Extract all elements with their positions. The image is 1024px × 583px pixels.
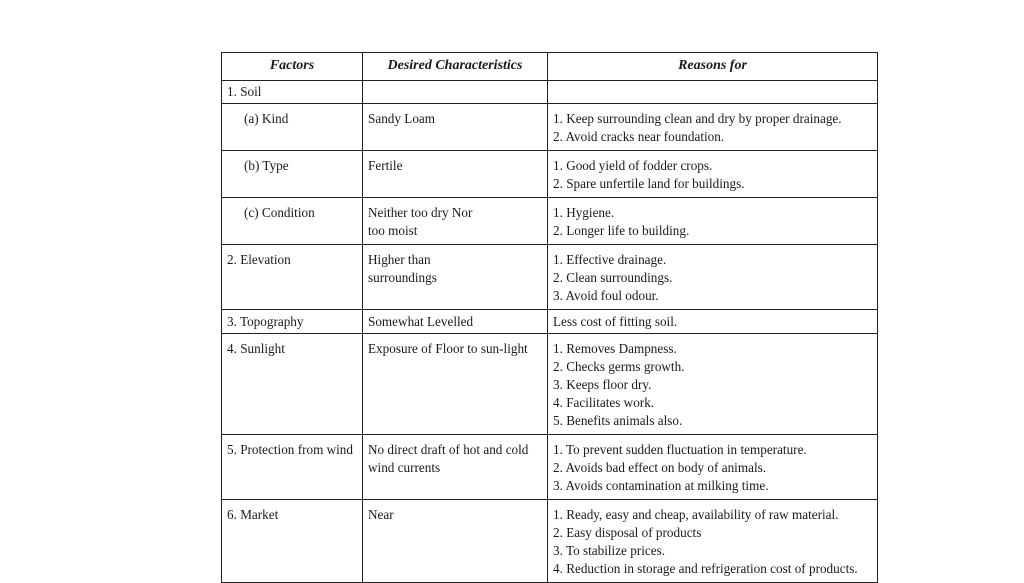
table-row (222, 198, 878, 245)
reason-item: 3. Avoid foul odour. (553, 288, 659, 303)
reasons-cell (548, 310, 878, 334)
desired-cell: Exposure of Floor to sun-light (363, 334, 548, 435)
table-row (222, 334, 878, 435)
table-row (222, 81, 878, 104)
reasons-cell (548, 81, 878, 104)
reasons-cell (548, 435, 878, 500)
reasons-cell (548, 104, 878, 151)
table-row (222, 310, 878, 334)
desired-cell: Near (363, 500, 548, 583)
reason-item: 2. Spare unfertile land for buildings. (553, 176, 745, 191)
factor-cell: 2. Elevation (222, 245, 363, 310)
header-desired-characteristics: Desired Characteristics (363, 53, 548, 81)
factor-cell (222, 435, 363, 500)
table-row (222, 500, 878, 583)
reasons-cell (548, 198, 878, 245)
reason-item: 2. Clean surroundings. (553, 270, 673, 285)
desired-cell: Fertile (363, 151, 548, 198)
reason-item: 1. Hygiene. (553, 205, 615, 220)
desired-cell: Sandy Loam (363, 104, 548, 151)
reason-item: 3. Avoids contamination at milking time. (553, 478, 769, 493)
reason-item: 2. Longer life to building. (553, 223, 690, 238)
factor-cell: (c) Condition (222, 198, 363, 245)
reason-item: 4. Facilitates work. (553, 395, 655, 410)
factor-cell: 1. Soil (222, 81, 363, 104)
reason-item: 1. Keep surrounding clean and dry by proper drainage. (553, 111, 842, 126)
table-header-row (222, 53, 878, 81)
reason-item: 1. Effective drainage. (553, 252, 667, 267)
factor-cell: (a) Kind (222, 104, 363, 151)
reason-item: 3. Keeps floor dry. (553, 377, 652, 392)
reason-item: 1. To prevent sudden fluctuation in temperature. (553, 442, 807, 457)
desired-cell (363, 81, 548, 104)
desired-cell: Neither too dry Nor too moist (363, 198, 548, 245)
table-row (222, 104, 878, 151)
reason-item: 2. Avoids bad effect on body of animals. (553, 460, 767, 475)
factor-cell: (b) Type (222, 151, 363, 198)
factors-table-page (221, 52, 877, 583)
table-row (222, 435, 878, 500)
factor-cell: 4. Sunlight (222, 334, 363, 435)
factor-cell: 3. Topography (222, 310, 363, 334)
reason-item: 2. Checks germs growth. (553, 359, 685, 374)
desired-cell: Somewhat Levelled (363, 310, 548, 334)
factors-table (221, 52, 878, 583)
reasons-cell (548, 151, 878, 198)
desired-cell: Higher than surroundings (363, 245, 548, 310)
desired-cell: No direct draft of hot and cold wind currents (363, 435, 548, 500)
reason-item: 1. Removes Dampness. (553, 341, 677, 356)
header-reasons-for: Reasons for (548, 53, 878, 81)
reasons-cell (548, 245, 878, 310)
header-factors: Factors (222, 53, 363, 81)
reason-item: Less cost of fitting soil. (553, 314, 678, 329)
table-row (222, 245, 878, 310)
factor-cell: 6. Market (222, 500, 363, 583)
reason-item: 2. Easy disposal of products (553, 525, 702, 540)
reason-item: 2. Avoid cracks near foundation. (553, 129, 725, 144)
factor-label: 5. Protection from wind (227, 442, 353, 457)
reason-item: 1. Ready, easy and cheap, availability of raw material. (553, 507, 839, 522)
reason-item: 3. To stabilize prices. (553, 543, 665, 558)
reason-item: 4. Reduction in storage and refrigeration cost of products. (553, 561, 858, 576)
reasons-cell (548, 500, 878, 583)
reason-item: 1. Good yield of fodder crops. (553, 158, 713, 173)
reason-item: 5. Benefits animals also. (553, 413, 683, 428)
reasons-cell (548, 334, 878, 435)
table-row (222, 151, 878, 198)
